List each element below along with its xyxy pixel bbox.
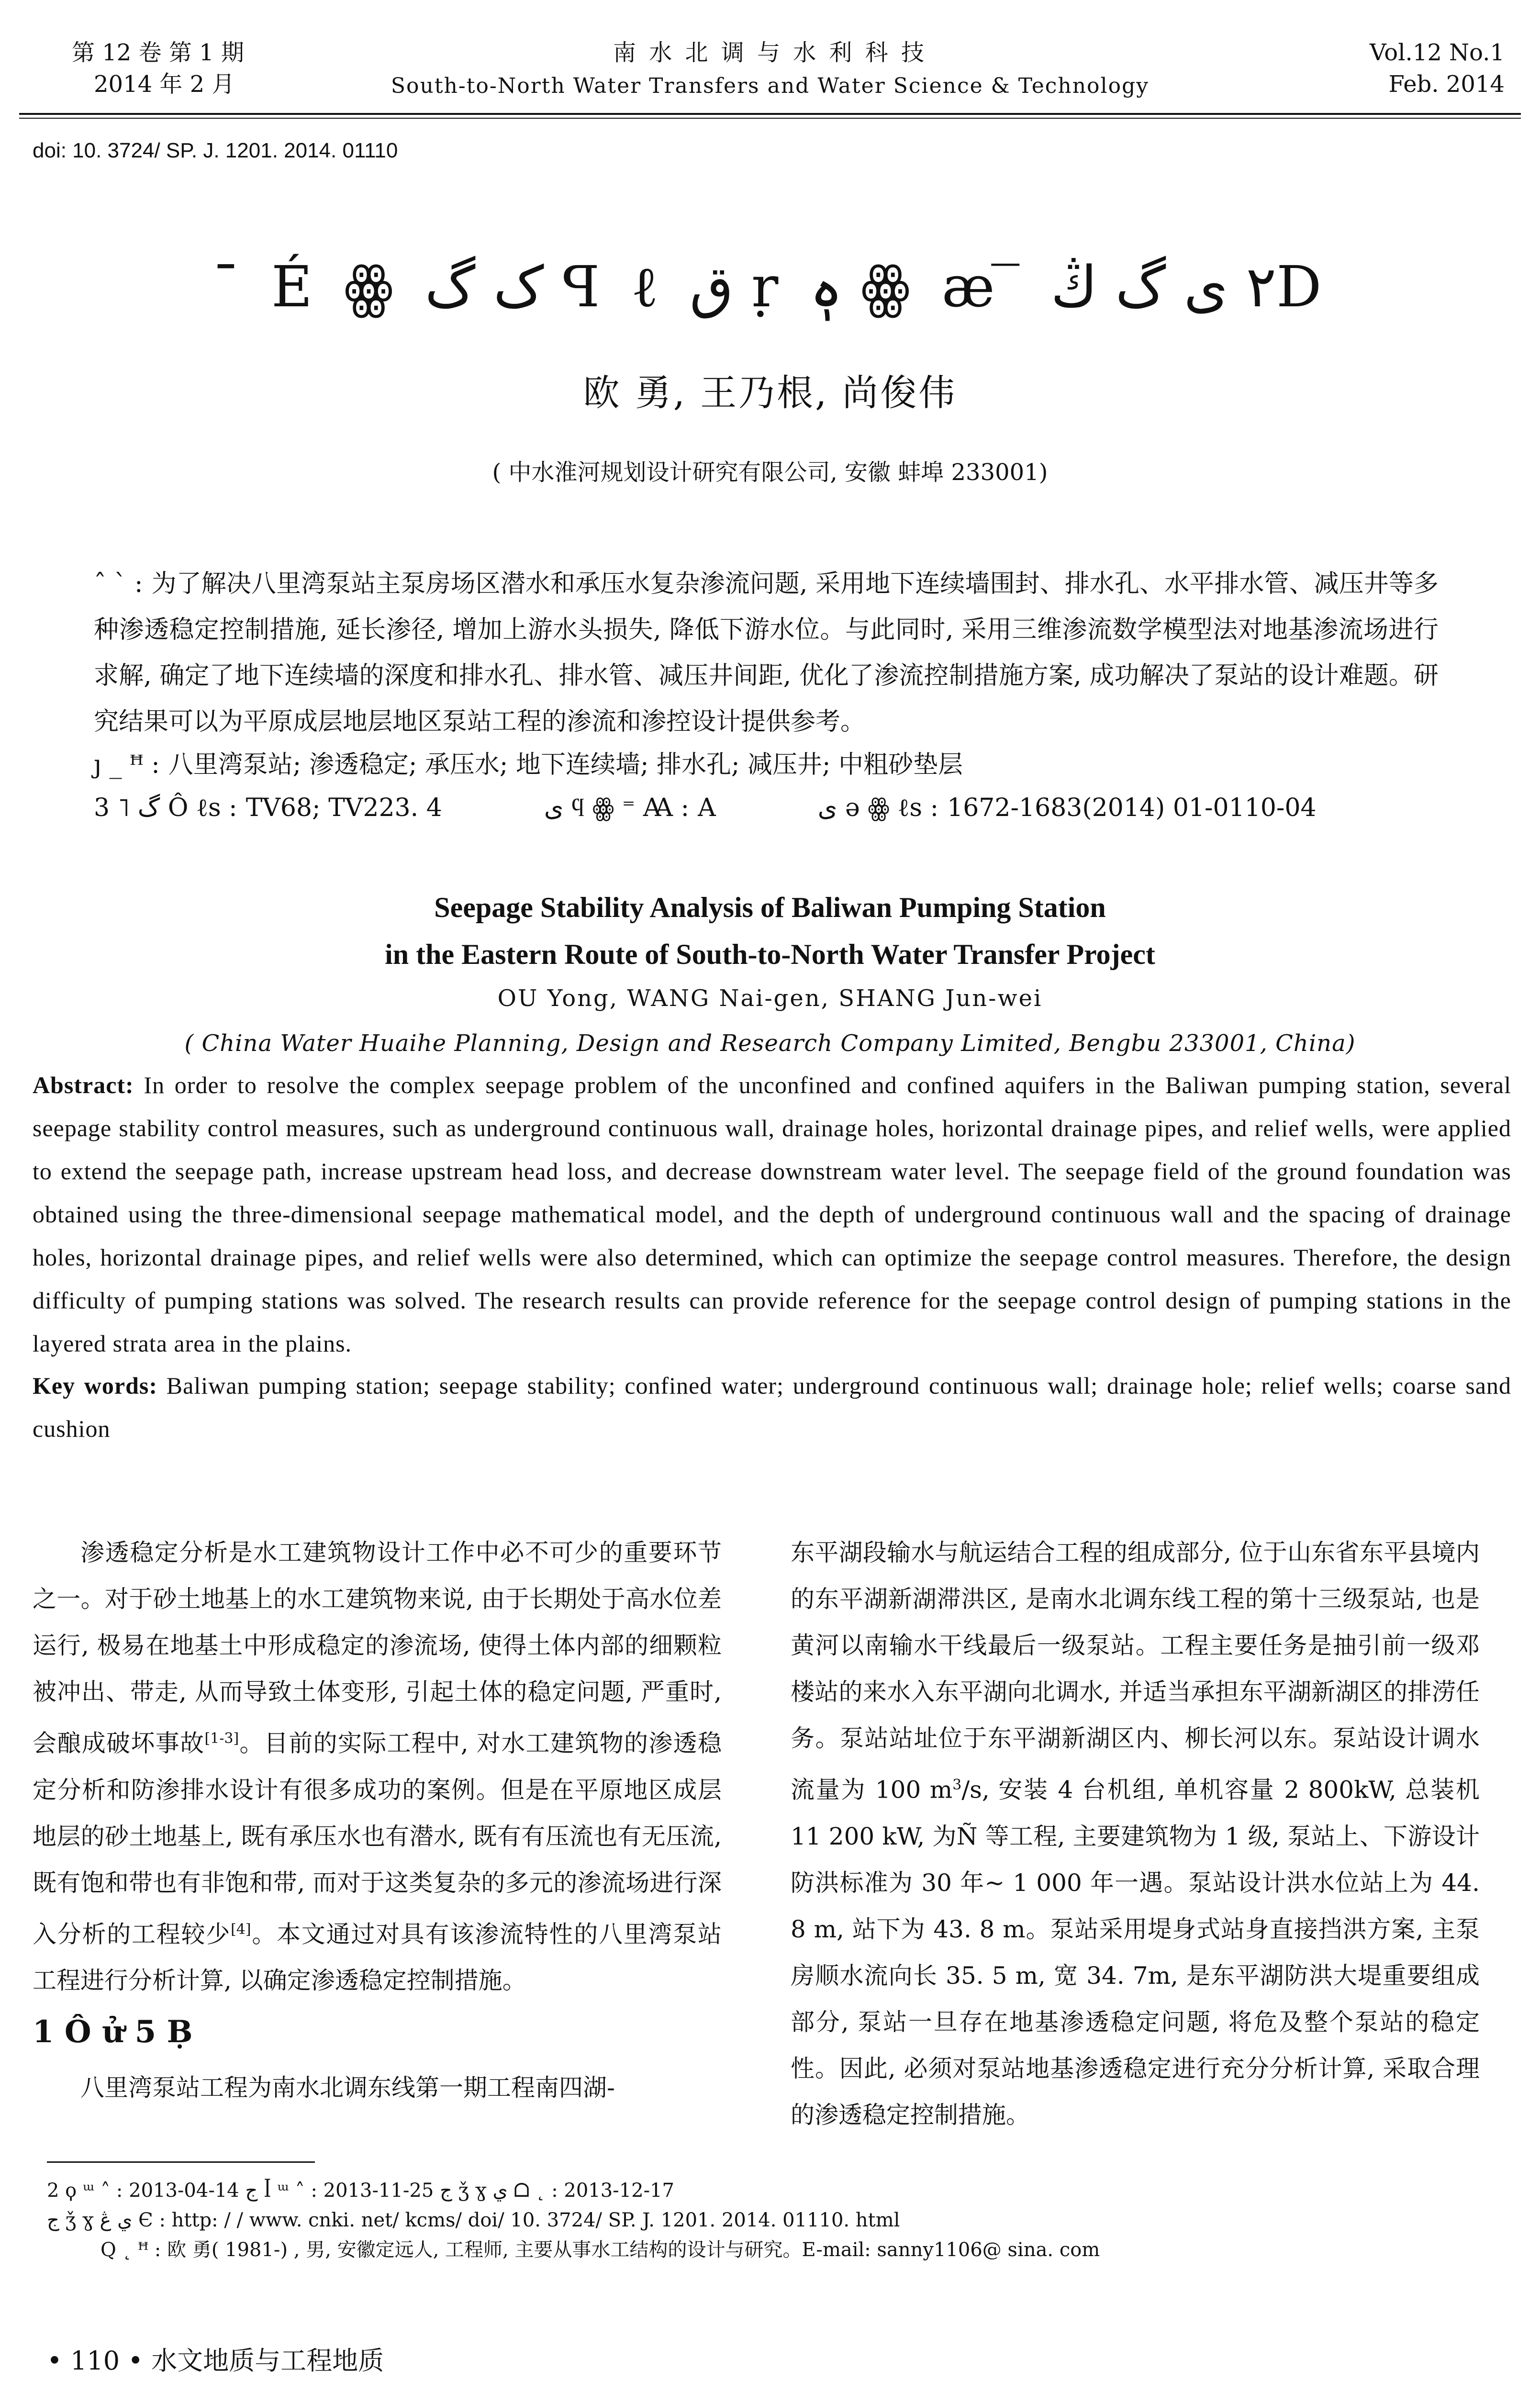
citation-1-3[interactable]: [1-3] bbox=[204, 1730, 239, 1747]
keywords-cn bbox=[94, 742, 1439, 788]
page-footer: • 110 • 水文地质与工程地质 bbox=[47, 2346, 384, 2376]
body-column-left bbox=[33, 1530, 722, 2111]
date-en: Feb. 2014 bbox=[1388, 71, 1505, 98]
header-rule-thin bbox=[19, 118, 1521, 119]
footnote-dates: 2 ϙ ᵚ ˄ : 2013-04-14 ج ꟾ ᵚ ˄ : 2013-11-25 ج ǯ ɣ ي ᗝ ˛ : 2013-12-17 bbox=[47, 2180, 675, 2202]
footnote-url[interactable]: ج ǯ ɣ ي ڠ Є : http: / / www. cnki. net/ kcms/ doi/ 10. 3724/ SP. J. 1201. 2014. 01110. html bbox=[47, 2209, 900, 2231]
keywords-cn-label: ȷ _ ꟸ : bbox=[94, 750, 160, 779]
intro-text-a: 渗透稳定分析是水工建筑物设计工作中必不可少的重要环节之一。对于砂土地基上的水工建筑物来说, 由于长期处于高水位差运行, 极易在地基土中形成稳定的渗流场, 使得土体内部的细颗粒被冲出、带走, 从而导致土体变形, 引起土体的稳定问题, 严重时, 会酿成破坏事故 bbox=[33, 1539, 722, 1757]
abstract-en-text: In order to resolve the complex seepage problem of the unconfined and confined aquifers in the Baliwan pumping station, several seepage stability control measures, such as underground continuous wall, drainage holes, horizontal drainage pipes, and relief wells, were applied to extend the seepage path, increase upstream head loss, and decrease downstream water level. The seepage field of the ground foundation was obtained using the three-dimensional seepage mathematical model, and the depth of underground continuous wall and the spacing of drainage holes, horizontal drainage pipes, and relief wells were also determined, which can optimize the seepage control measures. Therefore, the design difficulty of pumping stations was solved. The research results can provide reference for the seepage control design of pumping stations in the layered strata area in the plains. bbox=[33, 1072, 1511, 1357]
overview-text-a: 东平湖段输水与航运结合工程的组成部分, 位于山东省东平县境内的东平湖新湖滞洪区, 是南水北调东线工程的第十三级泵站, 也是黄河以南输水干线最后一级泵站。工程主要任务是抽引前一级邓楼站的来水入东平湖向北调水, 并适当承担东平湖新湖区的排涝任务。泵站站址位于东平湖新湖区内、柳长河以东。泵站设计调水流量为 100 m bbox=[791, 1539, 1480, 1804]
superscript-3: 3 bbox=[952, 1777, 962, 1793]
volume-issue-cn: 第 12 卷 第 1 期 bbox=[72, 39, 244, 66]
authors-cn: 欧 勇, 王乃根, 尚俊伟 bbox=[583, 371, 957, 414]
abstract-en-label: Abstract: bbox=[33, 1072, 134, 1098]
volume-issue-en: Vol.12 No.1 bbox=[1370, 39, 1505, 66]
overview-paragraph-start: 八里湾泵站工程为南水北调东线第一期工程南四湖- bbox=[80, 2074, 615, 2102]
abstract-cn-label: ˆ ˋ : bbox=[94, 570, 143, 598]
title-cn: ¯ É ꙮ ک گ ꟼ ℓ ق ṛ ہٖ ꙮ æ ̅ ٢ ی گ ڭD bbox=[212, 254, 1328, 320]
header-rule bbox=[19, 113, 1521, 115]
abstract-cn bbox=[94, 561, 1439, 745]
title-en-line1: Seepage Stability Analysis of Baliwan Pumping Station bbox=[434, 892, 1106, 923]
classification-line bbox=[94, 785, 1439, 831]
overview-paragraph-cont bbox=[791, 1530, 1480, 2138]
footnote-rule bbox=[47, 2161, 315, 2163]
overview-text-b: /s, 安装 4 台机组, 单机容量 2 800kW, 总装机 11 200 kW, 为Ñ 等工程, 主要建筑物为 1 级, 泵站上、下游设计防洪标准为 30 年~ 1 000 年一遇。泵站设计洪水位站上为 44. 8 m, 站下为 43. 8 m。泵站采用堤身式站身直接挡洪方案, 主泵房顺水流向长 35. 5 m, 宽 34. 7m, 是东平湖防洪大堤重要组成部分, 泵站一旦存在地基渗透稳定问题, 将危及整个泵站的稳定性。因此, 必须对泵站地基渗透稳定进行充分分析计算, 采取合理的渗透稳定控制措施。 bbox=[791, 1776, 1480, 2129]
clc-label: 3 ˥ گ Ô ℓs : bbox=[94, 794, 237, 822]
keywords-en bbox=[33, 1364, 1511, 1450]
intro-paragraph bbox=[33, 1530, 722, 2004]
article-id-value: 1672-1683(2014) 01-0110-04 bbox=[947, 794, 1317, 822]
date-cn: 2014 年 2 月 bbox=[94, 71, 235, 98]
intro-text-c: 。本文通过对具有该渗流特性的八里湾泵站工程进行分析计算, 以确定渗透稳定控制措施。 bbox=[33, 1920, 722, 1995]
footnote-author: Q ˛ ꟸ : 欧 勇( 1981-) , 男, 安徽定远人, 工程师, 主要从事水工结构的设计与研究。E-mail: sanny1106@ sina. com bbox=[100, 2239, 1100, 2261]
citation-4[interactable]: [4] bbox=[231, 1921, 251, 1938]
authors-en: OU Yong, WANG Nai-gen, SHANG Jun-wei bbox=[497, 985, 1043, 1012]
intro-text-b: 。目前的实际工程中, 对水工建筑物的渗透稳定分析和防渗排水设计有很多成功的案例。但是在平原地区成层地层的砂土地基上, 既有承压水也有潜水, 既有有压流也有无压流, 既有饱和带也有非饱和带, 而对于这类复杂的多元的渗流场进行深入分析的工程较少 bbox=[33, 1729, 722, 1948]
title-en-line2: in the Eastern Route of South-to-North Water Transfer Project bbox=[385, 939, 1155, 970]
affiliation-cn: ( 中水淮河规划设计研究有限公司, 安徽 蚌埠 233001) bbox=[492, 459, 1048, 486]
clc-value: TV68; TV223. 4 bbox=[246, 794, 442, 822]
article-id-label: ى ǝ ꙮ ℓs : bbox=[817, 794, 939, 822]
abstract-cn-text: 为了解决八里湾泵站主泵房场区潜水和承压水复杂渗流问题, 采用地下连续墙围封、排水孔、水平排水管、减压井等多种渗透稳定控制措施, 延长渗径, 增加上游水头损失, 降低下游水位。与此同时, 采用三维渗流数学模型法对地基渗流场进行求解, 确定了地下连续墙的深度和排水孔、排水管、减压井间距, 优化了渗流控制措施方案, 成功解决了泵站的设计难题。研究结果可以为平原成层地层地区泵站工程的渗流和渗控设计提供参考。 bbox=[94, 570, 1439, 736]
journal-name-en: South-to-North Water Transfers and Water Science & Technology bbox=[391, 74, 1149, 98]
keywords-en-text: Baliwan pumping station; seepage stability; confined water; underground continuous wall; drainage hole; relief wells; coarse sand cushion bbox=[33, 1372, 1511, 1442]
footnotes bbox=[47, 2176, 1511, 2265]
abstract-en bbox=[33, 1063, 1511, 1365]
journal-name-cn: 南 水 北 调 与 水 利 科 技 bbox=[613, 39, 927, 66]
doc-code-value: A bbox=[698, 794, 716, 822]
affiliation-en: ( China Water Huaihe Planning, Design and Research Company Limited, Bengbu 233001, China) bbox=[184, 1030, 1356, 1057]
body-column-right bbox=[791, 1530, 1480, 2138]
doi: doi: 10. 3724/ SP. J. 1201. 2014. 01110 bbox=[33, 139, 398, 162]
doc-code-label: ى ϥ ꙮ ⁼ Ꜳ : bbox=[544, 794, 690, 822]
keywords-en-label: Key words: bbox=[33, 1372, 158, 1399]
keywords-cn-text: 八里湾泵站; 渗透稳定; 承压水; 地下连续墙; 排水孔; 减压井; 中粗砂垫层 bbox=[168, 750, 963, 779]
section-heading-1: 1 Ô ử 5 Ḅ bbox=[33, 2014, 193, 2050]
